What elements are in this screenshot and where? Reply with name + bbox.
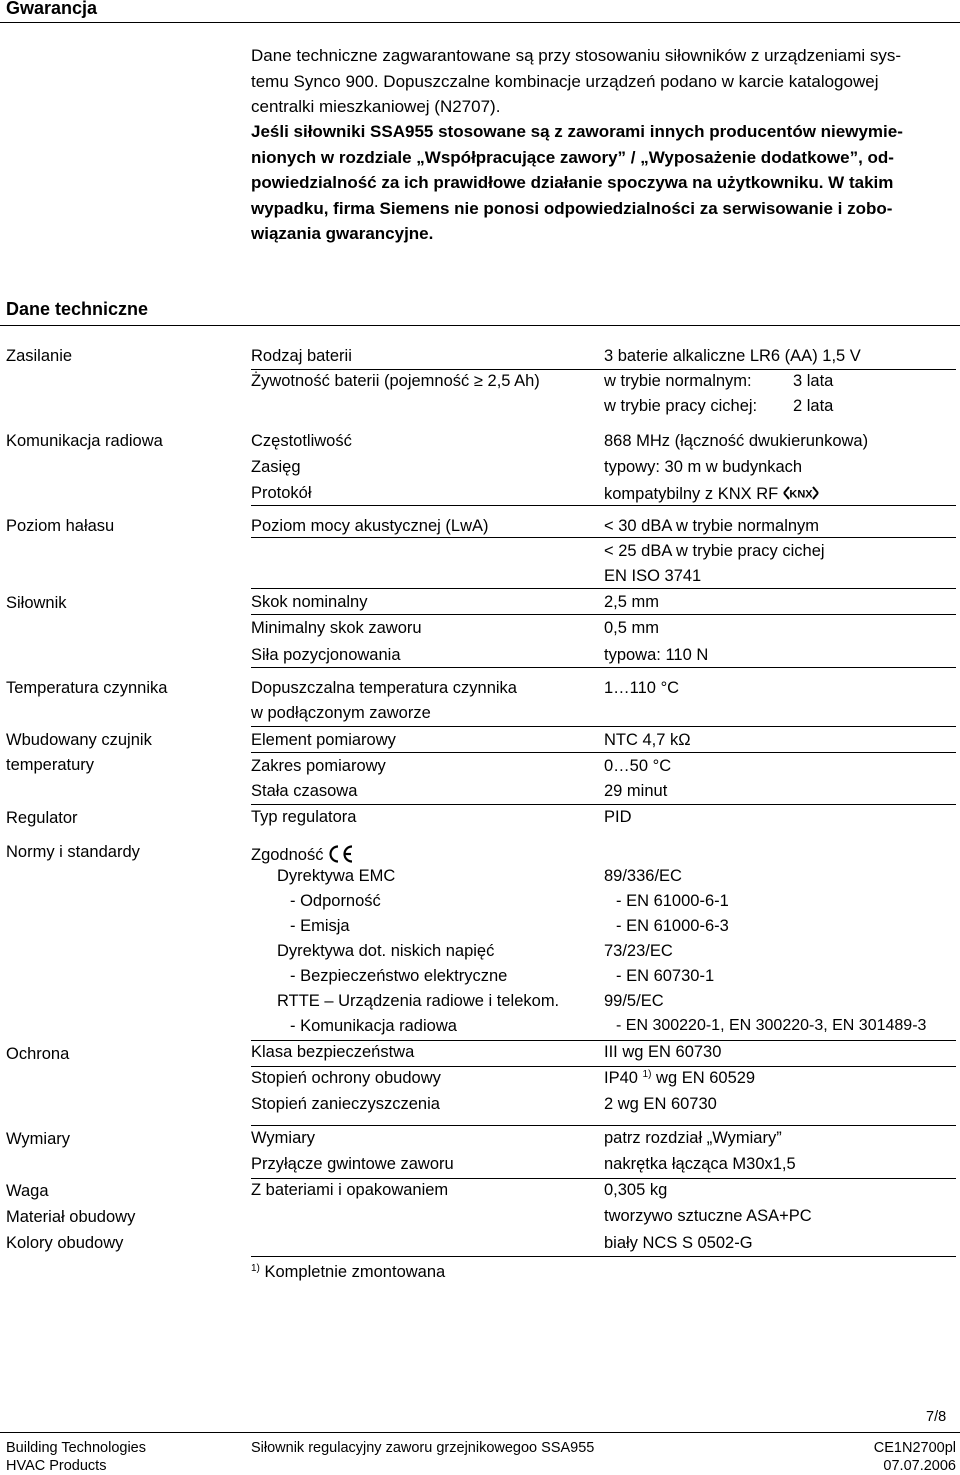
row-separator [251, 1125, 956, 1126]
param-klasa: Klasa bezpieczeństwa [251, 1043, 415, 1061]
value-moc-line1: < 30 dBA w trybie normalnym [604, 517, 820, 535]
param-skok: Skok nominalny [251, 593, 368, 611]
category-zasilanie: Zasilanie [6, 347, 73, 365]
value-stala: 29 minut [604, 782, 668, 800]
param-zgodnosc: Zgodność [251, 844, 355, 865]
category-komunikacja: Komunikacja radiowa [6, 432, 163, 450]
value-bezpieczenstwo: - EN 60730-1 [616, 967, 715, 985]
value-moc-line3: EN ISO 3741 [604, 567, 702, 585]
category-silownik: Siłownik [6, 594, 67, 612]
param-rtte: RTTE – Urządzenia radiowe i telekom. [277, 992, 560, 1010]
warranty-title: Gwarancja [6, 0, 98, 18]
param-min-skok: Minimalny skok zaworu [251, 619, 422, 637]
row-separator [251, 1256, 956, 1257]
param-zakres: Zakres pomiarowy [251, 757, 386, 775]
category-regulator: Regulator [6, 809, 78, 827]
value-min-skok: 0,5 mm [604, 619, 660, 637]
footer-doc-title: Siłownik regulacyjny zaworu grzejnikowegoo SSA955 [251, 1440, 595, 1456]
param-bezpieczenstwo: - Bezpieczeństwo elektryczne [290, 967, 508, 985]
value-wymiary: patrz rozdział „Wymiary” [604, 1129, 782, 1147]
footer-divider [0, 1432, 960, 1433]
value-odpornosc: - EN 61000-6-1 [616, 892, 729, 910]
value-czestotliwosc: 868 MHz (łączność dwukierunkowa) [604, 432, 869, 450]
value-zasieg: typowy: 30 m w budynkach [604, 458, 803, 476]
category-halas: Poziom hałasu [6, 517, 115, 535]
param-moc-akustyczna: Poziom mocy akustycznej (LwA) [251, 517, 489, 535]
param-wymiary: Wymiary [251, 1129, 316, 1147]
value-zanieczyszczenie: 2 wg EN 60730 [604, 1095, 717, 1113]
row-separator [251, 752, 956, 753]
value-niskie-napiecia: 73/23/EC [604, 942, 673, 960]
param-typ-regulatora: Typ regulatora [251, 808, 357, 826]
param-stala: Stała czasowa [251, 782, 358, 800]
warranty-paragraph-1: Dane techniczne zagwarantowane są przy stosowaniu siłowników z urządzeniami sys- temu Synco 900. Dopuszczalne kombinacje urządzeń podano w karcie katalogowej centralki mieszkaniowej (N2707). [251, 46, 902, 116]
value-element: NTC 4,7 kΩ [604, 731, 691, 749]
param-z-bateriami: Z bateriami i opakowaniem [251, 1181, 449, 1199]
param-dop-temp-line2: w podłączonym zaworze [251, 704, 431, 722]
param-stopien-ochrony: Stopień ochrony obudowy [251, 1069, 441, 1087]
param-niskie-napiecia: Dyrektywa dot. niskich napięć [277, 942, 495, 960]
category-material: Materiał obudowy [6, 1208, 136, 1226]
param-protokol: Protokół [251, 484, 312, 502]
row-separator [251, 505, 956, 506]
knx-logo-icon [782, 484, 820, 502]
value-protokol: kompatybilny z KNX RF KNX [604, 484, 820, 504]
footer-company: Building Technologies [6, 1440, 147, 1456]
row-separator [251, 1040, 956, 1041]
param-przylacze: Przyłącze gwintowe zaworu [251, 1155, 454, 1173]
value-przylacze: nakrętka łącząca M30x1,5 [604, 1155, 796, 1173]
param-odpornosc: - Odporność [290, 892, 381, 910]
value-skok: 2,5 mm [604, 593, 660, 611]
param-sila: Siła pozycjonowania [251, 646, 401, 664]
category-wymiary: Wymiary [6, 1130, 71, 1148]
category-waga: Waga [6, 1182, 49, 1200]
category-normy: Normy i standardy [6, 843, 140, 861]
param-dop-temp-line1: Dopuszczalna temperatura czynnika [251, 679, 517, 697]
row-separator [251, 1178, 956, 1179]
value-stopien-ochrony: IP40 $^{1)}$ wg EN 60529 [604, 1069, 756, 1087]
value-kolory: biały NCS S 0502-G [604, 1234, 753, 1252]
param-zanieczyszczenie: Stopień zanieczyszczenia [251, 1095, 440, 1113]
param-zywotnosc: Żywotność baterii (pojemność ≥ 2,5 Ah) [251, 372, 540, 390]
row-separator [251, 588, 956, 589]
row-separator [251, 1066, 956, 1067]
row-separator [251, 369, 956, 370]
value-tryb-cichy-label: w trybie pracy cichej: [604, 397, 758, 415]
value-tryb-normalny: 3 lata [793, 372, 834, 390]
value-zakres: 0…50 °C [604, 757, 672, 775]
row-separator [251, 804, 956, 805]
param-czestotliwosc: Częstotliwość [251, 432, 352, 450]
footer-date: 07.07.2006 [883, 1458, 956, 1474]
value-emisja: - EN 61000-6-3 [616, 917, 729, 935]
page-number: 7/8 [926, 1409, 947, 1425]
value-rtte: 99/5/EC [604, 992, 664, 1010]
ce-mark-icon [327, 844, 355, 864]
param-element: Element pomiarowy [251, 731, 396, 749]
footer-division: HVAC Products [6, 1458, 107, 1474]
param-zasieg: Zasięg [251, 458, 301, 476]
row-separator [251, 667, 956, 668]
value-rodzaj-baterii: 3 baterie alkaliczne LR6 (AA) 1,5 V [604, 347, 861, 365]
value-z-bateriami: 0,305 kg [604, 1181, 668, 1199]
svg-text:KNX: KNX [789, 488, 813, 501]
row-separator [251, 726, 956, 727]
category-ochrona: Ochrona [6, 1045, 70, 1063]
value-emc: 89/336/EC [604, 867, 682, 885]
value-komunikacja-radiowa: - EN 300220-1, EN 300220-3, EN 301489-3 [616, 1017, 927, 1034]
row-separator [251, 614, 956, 615]
value-klasa: III wg EN 60730 [604, 1043, 722, 1061]
category-czujnik-line1: Wbudowany czujnik [6, 731, 152, 749]
row-separator [251, 537, 956, 538]
param-emc: Dyrektywa EMC [277, 867, 396, 885]
value-tryb-normalny-label: w trybie normalnym: [604, 372, 752, 390]
value-dop-temp: 1…110 °C [604, 679, 680, 697]
category-czujnik-line2: temperatury [6, 756, 95, 774]
category-temperatura: Temperatura czynnika [6, 679, 168, 697]
value-moc-line2: < 25 dBA w trybie pracy cichej [604, 542, 825, 560]
value-typ-regulatora: PID [604, 808, 632, 826]
param-emisja: - Emisja [290, 917, 350, 935]
value-material: tworzywo sztuczne ASA+PC [604, 1207, 812, 1225]
divider [0, 325, 960, 326]
value-tryb-cichy: 2 lata [793, 397, 834, 415]
footnote: $^{1)}$ Kompletnie zmontowana [251, 1263, 446, 1281]
value-sila: typowa: 110 N [604, 646, 709, 664]
divider [0, 22, 960, 23]
footer-doc-number: CE1N2700pl [873, 1440, 956, 1456]
warranty-paragraph-2: Jeśli siłowniki SSA955 stosowane są z zaworami innych producentów niewymie- nionych w rozdziale „Współpracujące zawory” / „Wyposażenie dodatkowe”, od- powiedzialność za ich prawidłowe działanie spoczywa na użytkowniku. W takim wypadku, firma Siemens nie ponosi odpowiedzialności za serwisowanie i zobo- wiązania gwarancyjne. [251, 122, 903, 243]
category-kolory: Kolory obudowy [6, 1234, 124, 1252]
tech-title: Dane techniczne [6, 299, 149, 319]
param-komunikacja-radiowa: - Komunikacja radiowa [290, 1017, 457, 1035]
param-rodzaj-baterii: Rodzaj baterii [251, 347, 352, 365]
